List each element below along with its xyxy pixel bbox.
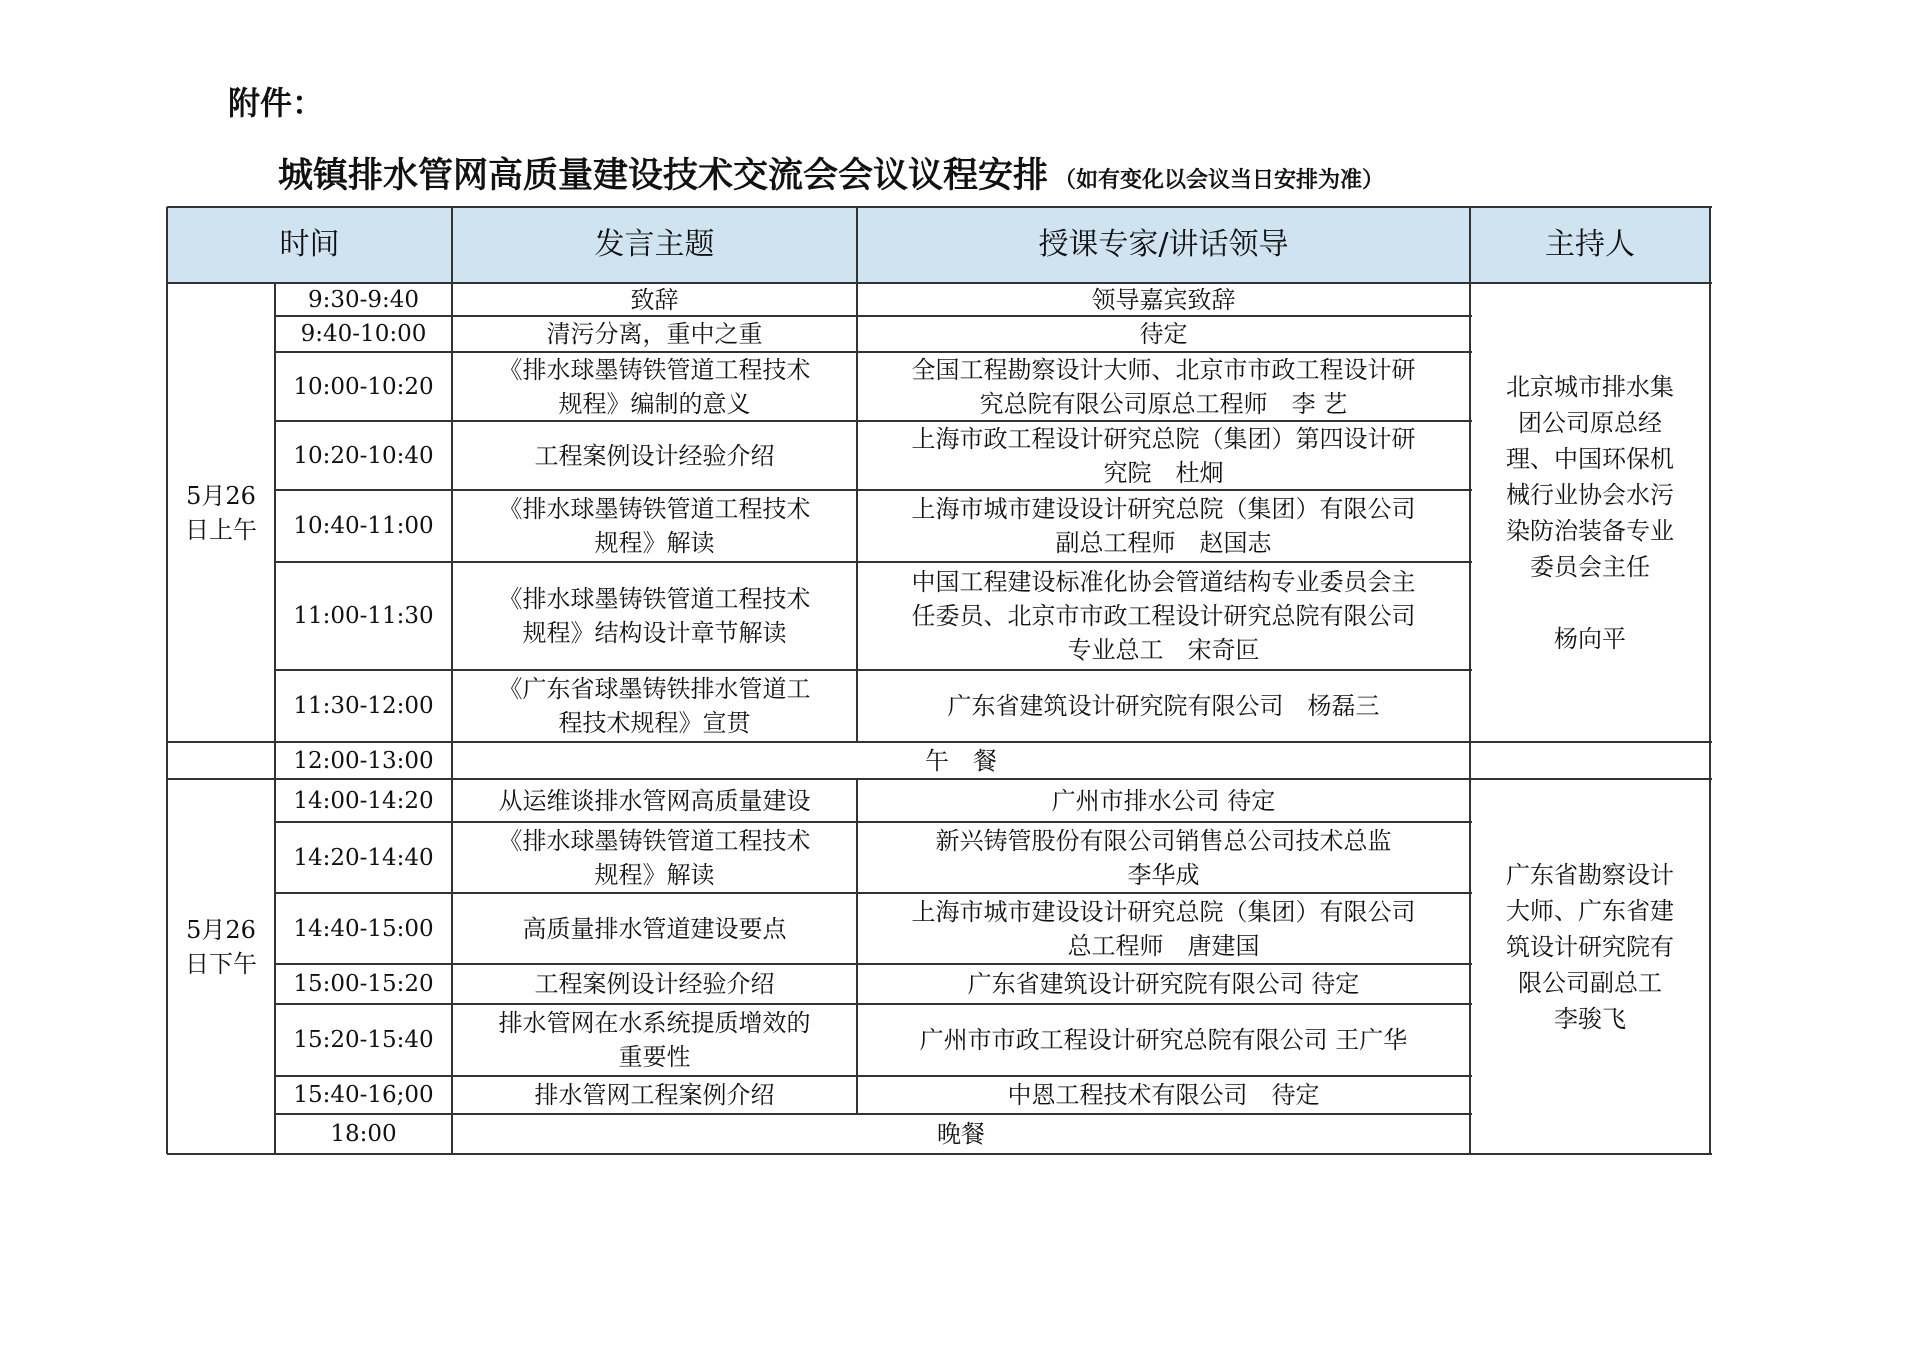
table-rule <box>275 963 1472 965</box>
table-rule <box>451 283 453 1154</box>
session-day: 5月26 日下午 <box>185 915 257 978</box>
table-rule <box>275 892 1472 894</box>
session-host: 广东省勘察设计 大师、广东省建 筑设计研究院有 限公司副总工 李骏飞 <box>1506 860 1674 1033</box>
header-time: 时间 <box>167 207 452 283</box>
attachment-label: 附件： <box>228 84 325 122</box>
header-bottom-border <box>167 282 1712 284</box>
header-topic: 发言主题 <box>452 207 857 283</box>
table-rule <box>275 351 1472 353</box>
table-rule <box>856 779 858 1114</box>
table-top-border <box>167 206 1712 208</box>
table-row-topic: 《排水球墨铸铁管道工程技术 规程》编制的意义 <box>498 355 811 418</box>
table-rule <box>275 821 1472 823</box>
table-row-speaker: 广东省建筑设计研究院有限公司 待定 <box>967 970 1360 998</box>
table-rule <box>275 315 1472 317</box>
lunch-label: 午 餐 <box>925 746 997 775</box>
table-row-topic: 工程案例设计经验介绍 <box>534 970 775 998</box>
table-row-time: 15:20-15:40 <box>293 1027 434 1053</box>
table-row-time: 11:30-12:00 <box>293 693 434 719</box>
table-row-speaker: 领导嘉宾致辞 <box>1091 285 1236 314</box>
table-rule <box>275 420 1472 422</box>
table-row-speaker: 全国工程勘察设计大师、北京市市政工程设计研 究总院有限公司原总工程师 李 艺 <box>911 355 1416 418</box>
table-row-time: 11:00-11:30 <box>293 603 434 629</box>
table-row-speaker: 广州市排水公司 待定 <box>1051 786 1276 815</box>
table-row-speaker: 中国工程建设标准化协会管道结构专业委员会主 任委员、北京市市政工程设计研究总院有限公司 专业总工 宋奇叵 <box>911 568 1416 664</box>
table-row-topic: 从运维谈排水管网高质量建设 <box>498 786 811 815</box>
header-host: 主持人 <box>1470 207 1710 283</box>
table-rule <box>1469 207 1471 283</box>
table-row-time: 10:00-10:20 <box>293 373 434 400</box>
title-text: 城镇排水管网高质量建设技术交流会会议议程安排 <box>278 156 1049 196</box>
table-right-border <box>1709 207 1711 1154</box>
table-row-speaker: 待定 <box>1139 320 1188 348</box>
table-row-time: 15:00-15:20 <box>293 971 434 997</box>
table-row-speaker: 广东省建筑设计研究院有限公司 杨磊三 <box>947 692 1380 720</box>
table-row-topic: 《排水球墨铸铁管道工程技术 规程》解读 <box>498 495 811 557</box>
table-row-topic: 《排水球墨铸铁管道工程技术 规程》解读 <box>498 826 811 889</box>
table-row-topic: 排水管网在水系统提质增效的 重要性 <box>498 1009 811 1071</box>
table-row-topic: 工程案例设计经验介绍 <box>534 441 775 470</box>
dinner-label: 晚餐 <box>937 1120 985 1148</box>
table-row-time: 15:40-16;00 <box>293 1082 434 1108</box>
header-speaker: 授课专家/讲话领导 <box>857 207 1470 283</box>
table-row-time: 14:00-14:20 <box>293 787 434 814</box>
table-row-speaker: 上海市政工程设计研究总院（集团）第四设计研 究院 杜炯 <box>911 424 1416 487</box>
table-row-time: 14:40-15:00 <box>293 915 434 942</box>
table-rule <box>1469 283 1471 1154</box>
table-rule <box>275 489 1472 491</box>
table-row-topic: 排水管网工程案例介绍 <box>534 1081 775 1109</box>
table-rule <box>274 283 276 1154</box>
table-rule <box>275 1075 1472 1077</box>
table-row-topic: 致辞 <box>630 285 679 314</box>
table-rule <box>451 207 453 283</box>
dinner-time: 18:00 <box>330 1121 397 1147</box>
table-rule <box>275 669 1472 671</box>
table-row-speaker: 上海市城市建设设计研究总院（集团）有限公司 副总工程师 赵国志 <box>911 495 1416 557</box>
title-note: （如有变化以会议当日安排为准） <box>1054 168 1385 193</box>
table-row-time: 14:20-14:40 <box>293 844 434 871</box>
lunch-time: 12:00-13:00 <box>293 747 434 774</box>
table-bottom-border <box>167 1153 1712 1155</box>
table-row-speaker: 上海市城市建设设计研究总院（集团）有限公司 总工程师 唐建国 <box>911 897 1416 960</box>
table-row-speaker: 中恩工程技术有限公司 待定 <box>1007 1081 1320 1109</box>
table-row-topic: 高质量排水管道建设要点 <box>522 914 787 943</box>
session-day: 5月26 日上午 <box>185 481 257 544</box>
session-host: 北京城市排水集 团公司原总经 理、中国环保机 械行业协会水污 染防治装备专业 委员会主任 杨向平 <box>1506 372 1674 653</box>
table-rule <box>856 283 858 742</box>
table-row-time: 9:30-9:40 <box>307 286 420 313</box>
table-row-speaker: 新兴铸管股份有限公司销售总公司技术总监 李华成 <box>935 826 1392 889</box>
table-left-border <box>166 207 168 1154</box>
table-rule <box>275 561 1472 563</box>
table-row-topic: 清污分离，重中之重 <box>546 320 763 348</box>
table-rule <box>275 1003 1472 1005</box>
table-row-time: 10:40-11:00 <box>293 513 434 539</box>
table-row-topic: 《排水球墨铸铁管道工程技术 规程》结构设计章节解读 <box>498 585 811 647</box>
table-row-time: 10:20-10:40 <box>293 442 434 469</box>
table-row-speaker: 广州市市政工程设计研究总院有限公司 王广华 <box>919 1026 1408 1054</box>
table-row-topic: 《广东省球墨铸铁排水管道工 程技术规程》宣贯 <box>498 675 811 737</box>
table-row-time: 9:40-10:00 <box>300 321 427 347</box>
table-rule <box>856 207 858 283</box>
